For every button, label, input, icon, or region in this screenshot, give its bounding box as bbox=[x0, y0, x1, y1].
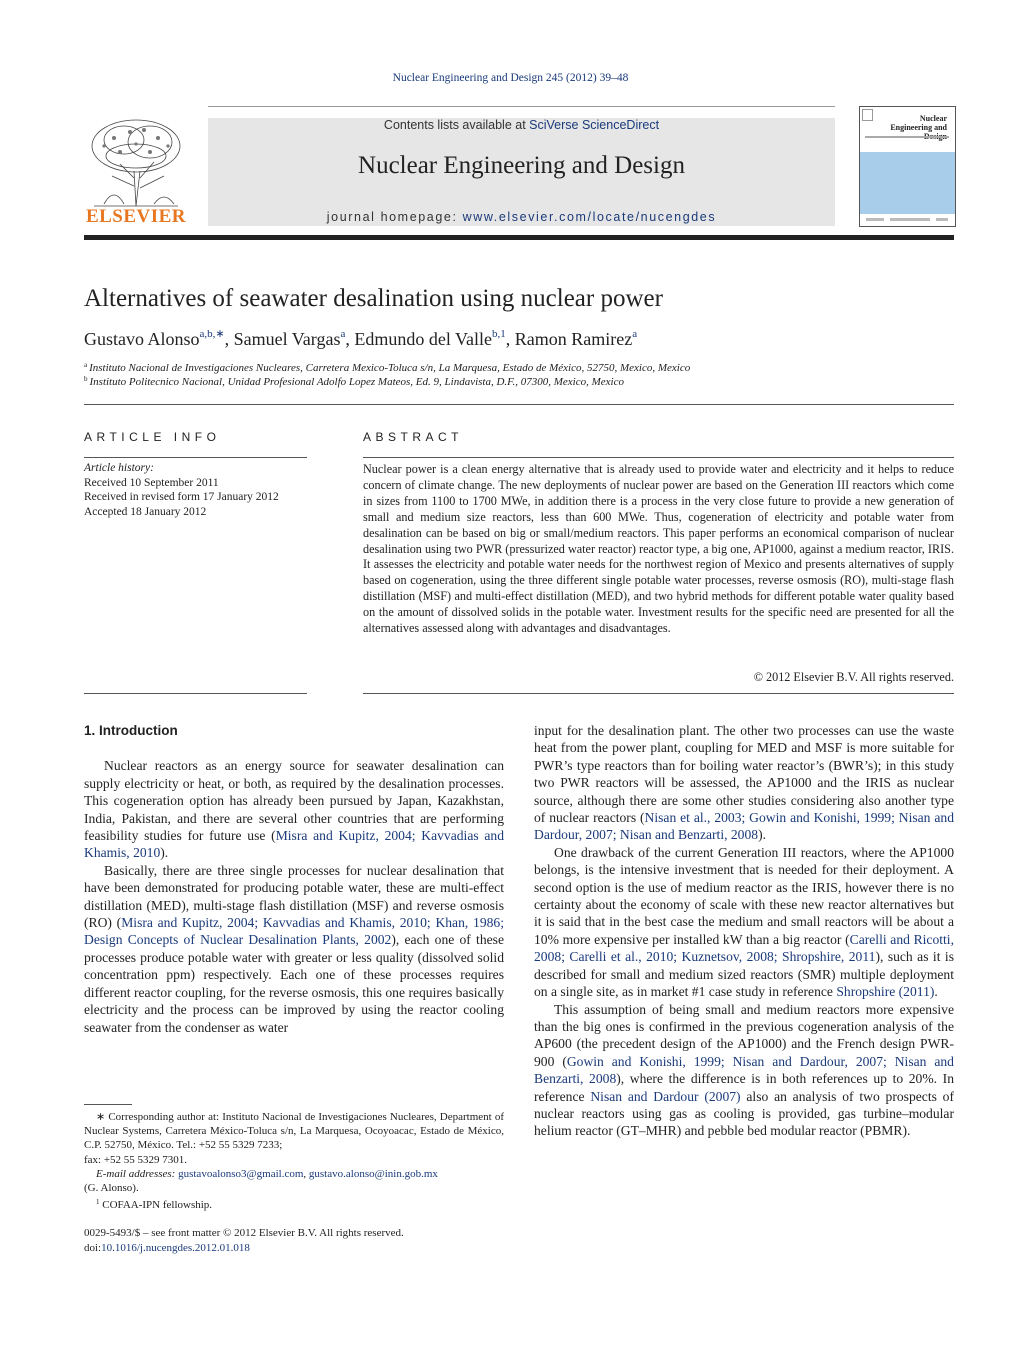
divider bbox=[363, 693, 954, 694]
citation-link[interactable]: Misra and Kupitz, 2004; Kavvadias and Khamis, 2010; Khan, 1986; Design Concepts of Nuclear Desalination Plants, 2002 bbox=[84, 915, 504, 948]
author-separator: , bbox=[224, 329, 234, 349]
journal-title[interactable]: Nuclear Engineering and Design bbox=[358, 152, 685, 179]
citation-link[interactable]: Shropshire (2011) bbox=[836, 984, 935, 1000]
citation-link[interactable]: Nuclear Engineering and Design 245 (2012) 39–48 bbox=[392, 72, 629, 84]
paragraph-text: This assumption of being small and medium reactors more expensive than the big ones is confirmed in the previous cogeneration analysis of the AP600 (the precedent design of the AP1000) and the French design PWR-900 ( bbox=[534, 1001, 954, 1069]
divider bbox=[84, 457, 307, 458]
homepage-line bbox=[208, 210, 835, 224]
cover-subtitle-line bbox=[865, 136, 949, 138]
revised-date: Received in revised form 17 January 2012 bbox=[84, 491, 279, 503]
article-title: Alternatives of seawater desalination using nuclear power bbox=[84, 285, 663, 312]
corresponding-author-note: ∗ Corresponding author at: Instituto Nacional de Investigaciones Nucleares, Department of Nuclear Systems, Carretera México-Toluca s/n, La Marquesa, Ocoyoacac, Estado de México, C.P. 52750, México. Tel.: +52 55 5329 7233; bbox=[84, 1111, 504, 1152]
email-link[interactable]: gustavoalonso3@gmail.com bbox=[178, 1167, 304, 1180]
header-bold-rule bbox=[84, 235, 954, 240]
footnote-text: COFAA-IPN fellowship. bbox=[102, 1199, 213, 1212]
journal-citation[interactable] bbox=[0, 72, 1021, 84]
author-affil-mark[interactable]: a,b,∗ bbox=[199, 328, 225, 340]
divider bbox=[84, 404, 954, 405]
footnotes bbox=[84, 1110, 504, 1212]
paragraph bbox=[534, 722, 954, 844]
author-affil-mark[interactable]: b,1 bbox=[492, 328, 506, 340]
divider bbox=[84, 693, 307, 694]
paragraph-text: ), each one of these processes produce potable water with greater or less quality (dissolved solid concentration ppm) respectively. Each one of these processes requires different reactor coupling, for the reverse osmosis, this one requires basically electricity and the process can be improved by using the reactor cooling seawater from the condenser as water bbox=[84, 932, 504, 1035]
elsevier-tree-icon bbox=[84, 116, 188, 208]
author-name[interactable]: Ramon Ramirez bbox=[514, 329, 633, 349]
footnote-mark: 1 bbox=[96, 1198, 100, 1207]
paragraph-text: ), such as it is described for small and medium sized reactors (SMR) multiple deployment on a single site, as in market #1 case study in reference bbox=[534, 949, 954, 1000]
author-name[interactable]: Samuel Vargas bbox=[233, 329, 341, 349]
article-history bbox=[84, 461, 307, 519]
article-info-heading: ARTICLE INFO bbox=[84, 430, 221, 444]
paragraph bbox=[84, 757, 504, 861]
doi-link[interactable]: 10.1016/j.nucengdes.2012.01.018 bbox=[101, 1241, 250, 1254]
email-label: E-mail addresses: bbox=[96, 1167, 176, 1180]
paragraph bbox=[534, 844, 954, 1001]
author-separator: , bbox=[505, 329, 515, 349]
email-note bbox=[84, 1167, 504, 1181]
homepage-link[interactable]: www.elsevier.com/locate/nucengdes bbox=[462, 210, 717, 224]
email-owner: (G. Alonso). bbox=[84, 1182, 139, 1195]
issn-line: 0029-5493/$ – see front matter © 2012 Elsevier B.V. All rights reserved. bbox=[84, 1227, 404, 1239]
paragraph-text: ). bbox=[758, 827, 767, 843]
paragraph-text: Basically, there are three single processes for nuclear desalination that have been demonstrated for producing potable water, these are multi-effect distillation (MED), multi-stage flash distillation (MSF) and reverse osmosis (RO) ( bbox=[84, 862, 504, 931]
paragraph-text: . bbox=[934, 984, 938, 1000]
journal-cover-thumbnail[interactable] bbox=[859, 106, 956, 227]
journal-banner bbox=[208, 118, 835, 226]
affiliation-mark: b bbox=[84, 375, 88, 383]
paragraph bbox=[534, 1001, 954, 1140]
citation-link[interactable]: Nisan and Dardour (2007) bbox=[590, 1088, 741, 1104]
doi-line bbox=[84, 1241, 404, 1256]
homepage-prefix: journal homepage: bbox=[326, 210, 463, 224]
body-column-right bbox=[534, 722, 954, 1140]
body-column-left bbox=[84, 722, 504, 1036]
paragraph bbox=[84, 862, 504, 1036]
citation-link[interactable]: Gowin and Konishi, 1999; Nisan and Dardour, 2007; Nisan and Benzarti, 2008 bbox=[534, 1053, 954, 1087]
author-affil-mark[interactable]: a bbox=[340, 328, 346, 340]
citation-link[interactable]: Nisan et al., 2003; Gowin and Konishi, 1999; Nisan and Dardour, 2007; Nisan and Benzarti, 2008 bbox=[534, 810, 954, 843]
affiliation-b bbox=[84, 375, 624, 388]
author-name[interactable]: Gustavo Alonso bbox=[84, 329, 200, 349]
fax-note: fax: +52 55 5329 7301. bbox=[84, 1153, 188, 1166]
cover-title: Nuclear Engineering and bbox=[890, 114, 947, 132]
accepted-date: Accepted 18 January 2012 bbox=[84, 505, 207, 518]
elsevier-logo[interactable] bbox=[84, 116, 188, 228]
header-rule bbox=[208, 106, 835, 107]
cover-footer bbox=[860, 214, 955, 226]
fellowship-note bbox=[84, 1195, 504, 1212]
divider bbox=[363, 457, 954, 458]
paragraph-text: One drawback of the current Generation III reactors, where the AP1000 belongs, is the intensive investment that is needed for their deployment. A second option is the use of medium reactor as the IRIS, however there is no certainty about the economy of scale with these new reactor alternatives but it is said that in the best case the medium and small reactors will be about a 10% more expensive per installed kW than a big reactor ( bbox=[534, 844, 954, 947]
paragraph-text: input for the desalination plant. The other two processes can use the waste heat from the power plant, coupling for MED and MSF is more suitable for PWR’s type reactors than for boiling water reactor’s (BWR’s); in this study two PWR reactors will be assessed, the AP1000 and the IRIS as nuclear source, although there are some other studies considering also another type of nuclear reactors ( bbox=[534, 723, 954, 826]
author-list bbox=[84, 327, 637, 350]
paragraph-text: also an analysis of two prospects of nuclear reactors using gas as cooling is provided, gas turbine–modular helium reactor (GT–MHR) and pebble bed modular reactor (PBMR). bbox=[534, 1088, 954, 1139]
affiliation-text: Instituto Nacional de Investigaciones Nucleares, Carretera Mexico-Toluca s/n, La Marquesa, Estado de México, 52750, Mexico, Mexico bbox=[89, 362, 691, 374]
received-date: Received 10 September 2011 bbox=[84, 476, 219, 489]
affiliation-a bbox=[84, 361, 690, 374]
contents-prefix: Contents lists available at bbox=[383, 118, 530, 132]
citation-link[interactable]: Carelli and Ricotti, 2008; Carelli et al., 2010; Kuznetsov, 2008; Shropshire, 2011 bbox=[534, 931, 954, 965]
citation-link[interactable]: Misra and Kupitz, 2004; Kavvadias and Khamis, 2010 bbox=[84, 828, 504, 861]
affiliation-mark: a bbox=[84, 361, 88, 369]
cover-emblem-icon bbox=[862, 109, 873, 121]
sciencedirect-link[interactable]: SciVerse ScienceDirect bbox=[529, 118, 660, 132]
abstract-text: Nuclear power is a clean energy alternative that is already used to provide water and electricity and it helps to reduce concern of climate change. The new deployments of nuclear power are based on the Generation III reactors which come in sizes from 1100 to 1700 MWe, in addition there is a process in the very close future to provide a new generation of small and medium size reactors, less than 600 MWe. Thus, cogeneration of electricity and potable water from desalination can be based on big or small/medium reactors. This paper performs an economical comparison of nuclear desalination using two PWR (pressurized water reactor) reactor type, a big one, AP1000, against a medium reactor, IRIS. It assesses the electricity and potable water needs for the northwest region of Mexico and presents alternatives of supply based on cogeneration, using the three different single potable water processes, reverse osmosis (RO), multi-stage flash distillation (MSF) and multi-effect distillation (MED), and two hybrid methods for different potable water quality based on the amount of dissolved solids in the potable water. Investment results for the specific need are presented for all the alternatives assessed along with advantages and disadvantages. bbox=[363, 462, 954, 636]
history-label: Article history: bbox=[84, 462, 154, 474]
email-link[interactable]: gustavo.alonso@inin.gob.mx bbox=[308, 1167, 438, 1180]
section-title: 1. Introduction bbox=[84, 723, 178, 738]
abstract-heading: ABSTRACT bbox=[363, 430, 464, 444]
front-matter bbox=[84, 1226, 404, 1255]
elsevier-logo-text: ELSEVIER bbox=[85, 206, 187, 227]
cover-image-area bbox=[860, 152, 955, 214]
affiliation-text: Instituto Politecnico Nacional, Unidad Profesional Adolfo Lopez Mateos, Ed. 9, Lindavista, D.F., 07300, Mexico, Mexico bbox=[89, 376, 624, 388]
footnote-rule bbox=[84, 1104, 132, 1105]
copyright: © 2012 Elsevier B.V. All rights reserved. bbox=[753, 670, 954, 684]
paragraph-text: ), where the difference is in both references up to 20%. In reference bbox=[534, 1071, 954, 1104]
paragraph-text: ). bbox=[160, 845, 169, 861]
doi-prefix: doi: bbox=[84, 1241, 102, 1254]
author-separator: , bbox=[345, 329, 355, 349]
author-name[interactable]: Edmundo del Valle bbox=[354, 329, 492, 349]
cover-header bbox=[860, 107, 955, 152]
email-separator: , bbox=[303, 1167, 309, 1180]
contents-line bbox=[208, 118, 835, 132]
author-affil-mark[interactable]: a bbox=[632, 328, 638, 340]
paragraph-text: Nuclear reactors as an energy source for seawater desalination can supply electricity or heat, or both, as required by the desalination processes. This cogeneration option has already been pursued by Japan, Kazakhstan, India, Pakistan, and there are several other countries that are performing feasibility studies for future use ( bbox=[84, 758, 504, 844]
